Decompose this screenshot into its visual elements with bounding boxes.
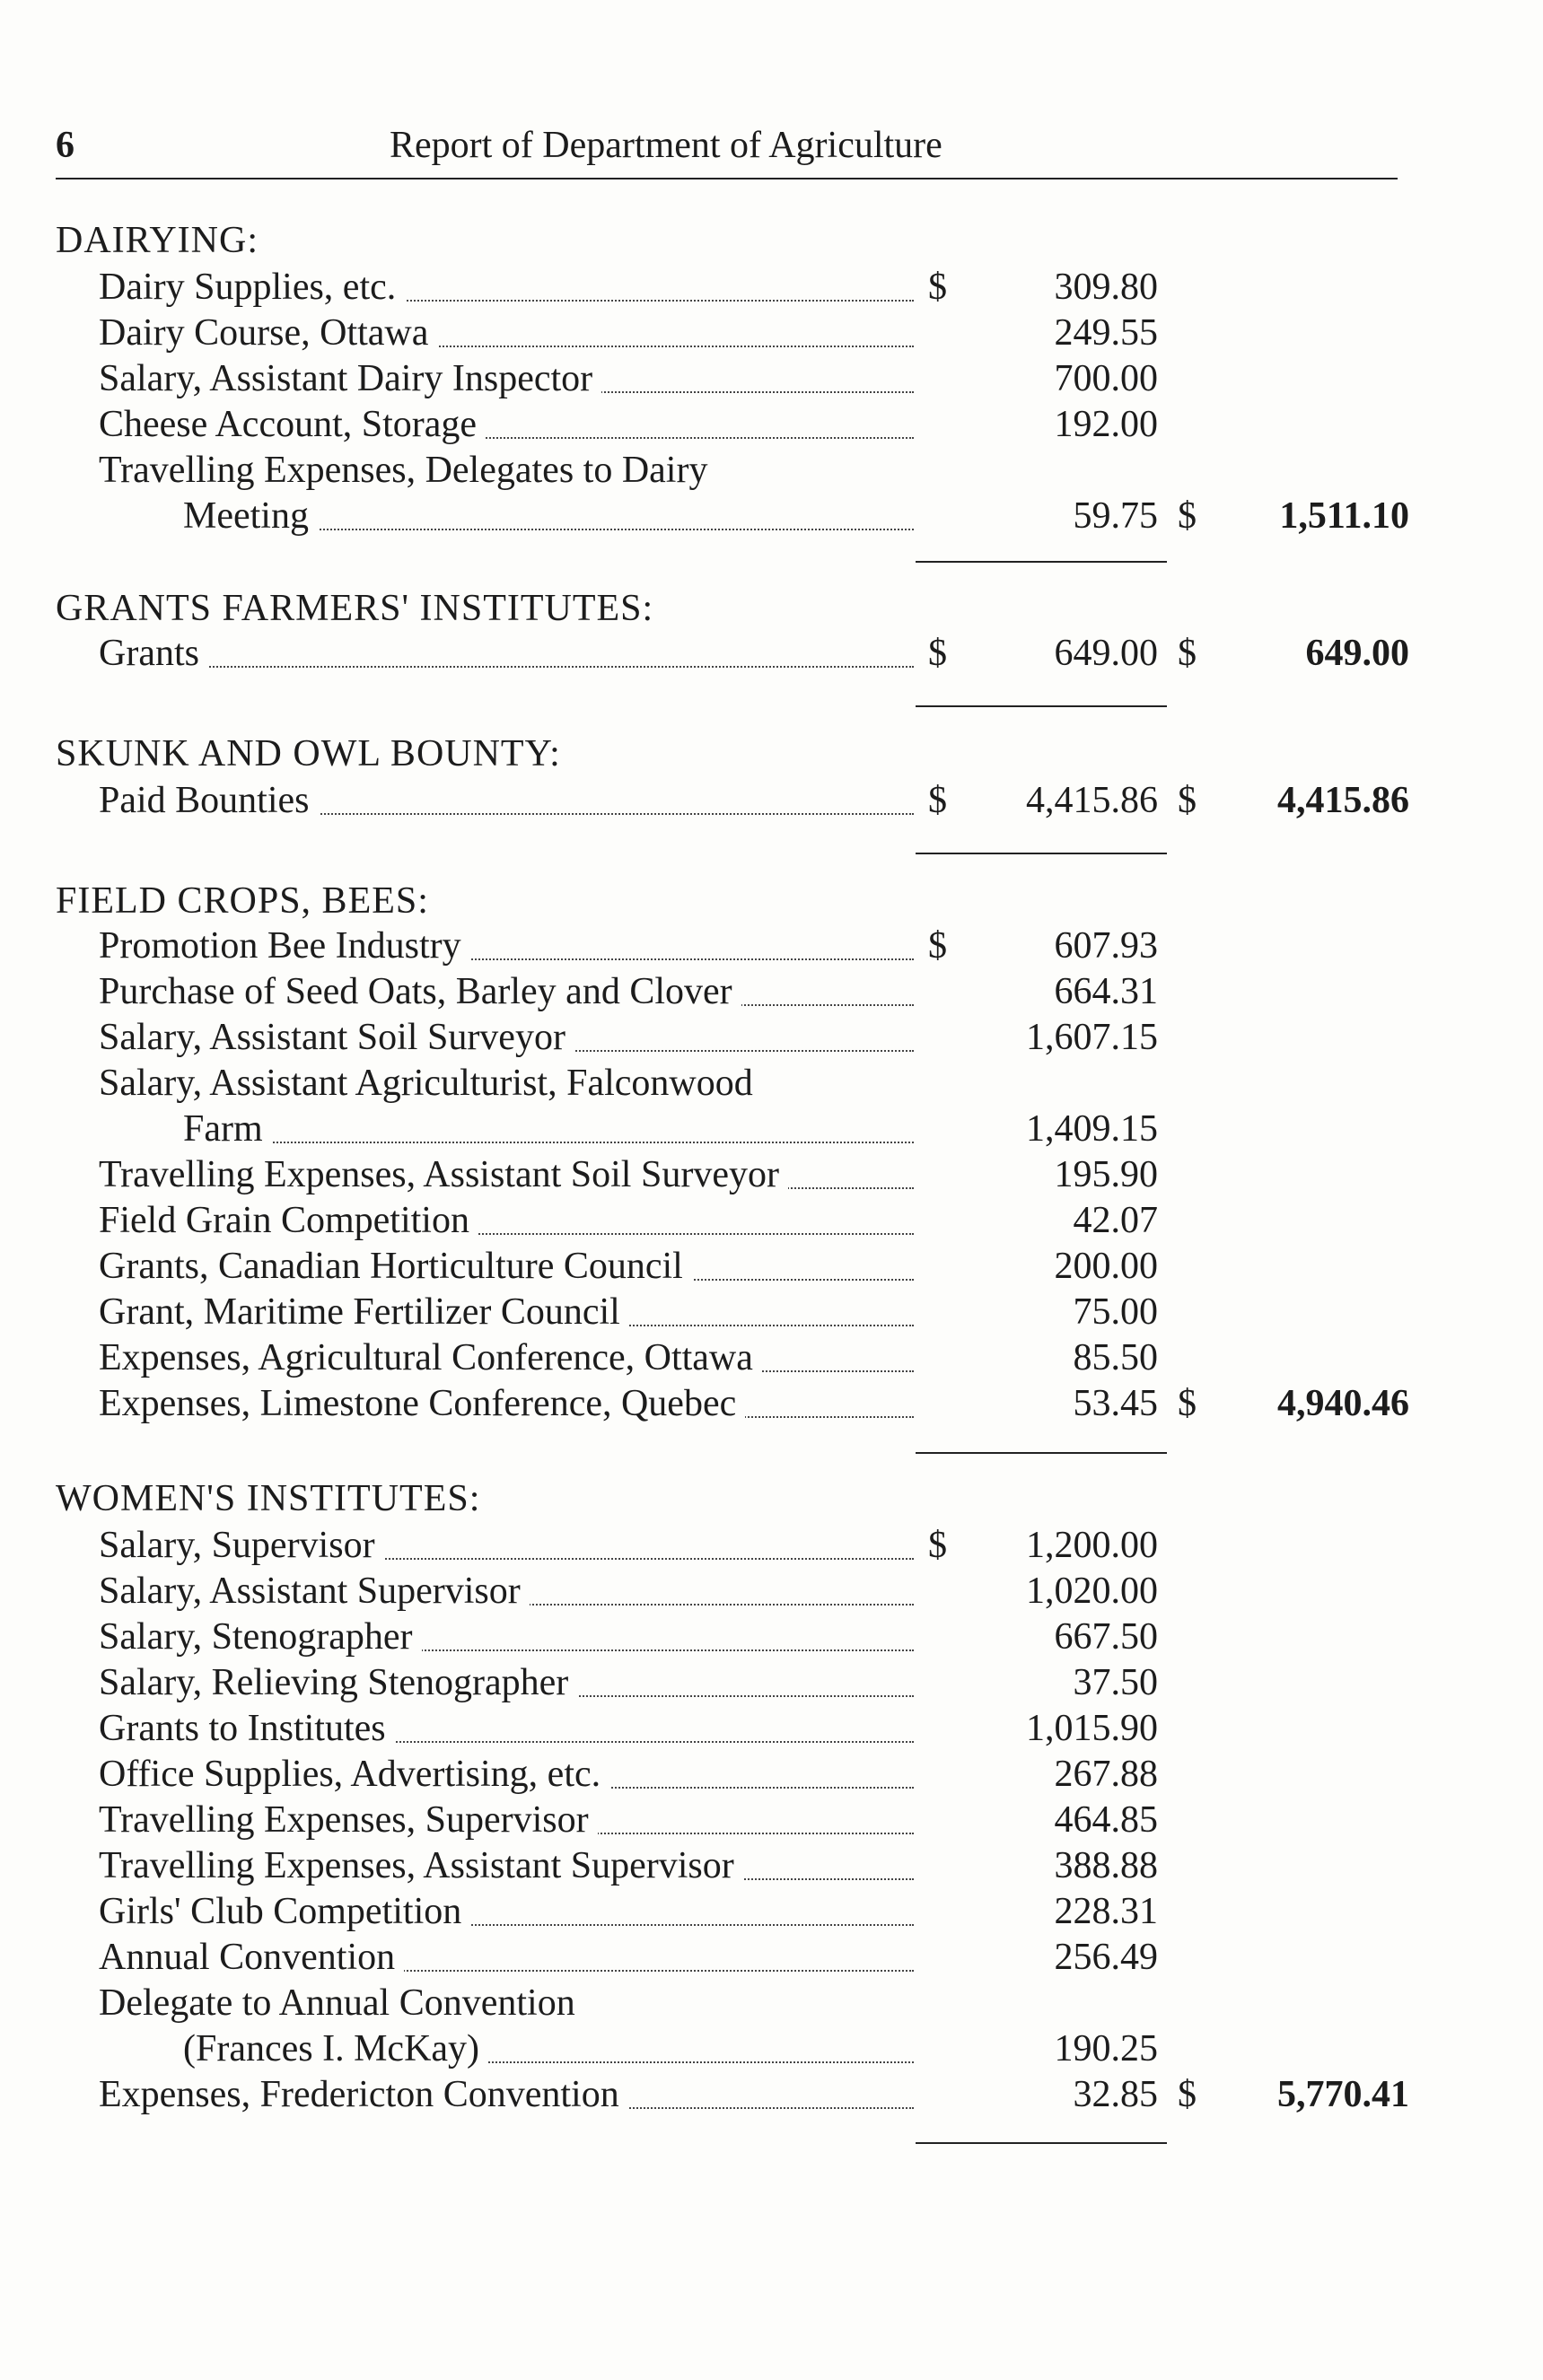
ledger-row [0,970,1543,1017]
row-label-text: Salary, Assistant Dairy Inspector [99,358,601,399]
section-total: 4,415.86 [1277,780,1409,821]
row-label-text: Dairy Supplies, etc. [99,267,405,308]
ledger-row [0,1753,1543,1799]
section-rule [916,1452,1167,1454]
ledger-row [0,1936,1543,1982]
page-header [56,124,1398,179]
row-label [99,1661,907,1704]
row-label [99,1382,907,1425]
total-dollar-sign: $ [1178,780,1197,821]
row-label [99,1890,907,1933]
ledger-row [0,1707,1543,1754]
ledger-row [0,924,1543,971]
row-label-text: Travelling Expenses, Supervisor [99,1799,598,1841]
row-label [99,449,907,492]
section-total: 649.00 [1305,633,1409,674]
section-total: 4,940.46 [1277,1383,1409,1424]
row-label [183,494,991,538]
total-dollar-sign: $ [1178,2074,1197,2115]
section-title: FIELD CROPS, BEES: [56,880,429,922]
row-label-text: Meeting [183,495,318,537]
page-title: Report of Department of Agriculture [390,125,942,166]
row-label [183,2027,991,2070]
section-title: DAIRYING: [56,220,259,261]
row-amount: 85.50 [1073,1337,1158,1378]
ledger-row [0,1615,1543,1662]
row-amount: 249.55 [1054,312,1158,354]
row-amount: 256.49 [1054,1937,1158,1978]
row-amount: 195.90 [1054,1154,1158,1195]
row-label-text: Girls' Club Competition [99,1891,470,1932]
row-amount: 228.31 [1054,1891,1158,1932]
row-label [99,1336,907,1379]
row-label [99,1062,907,1105]
row-label [99,2073,907,2116]
page-number: 6 [56,125,75,166]
row-label [99,1016,907,1059]
row-amount: 309.80 [1054,267,1158,308]
row-label [99,1982,907,2025]
section-title: WOMEN'S INSTITUTES: [56,1478,481,1519]
ledger-row [0,449,1543,495]
row-amount: 37.50 [1073,1662,1158,1703]
row-label [99,311,907,354]
dotted-leader [201,1142,914,1143]
row-label [99,1153,907,1196]
row-label [99,1570,907,1613]
row-label [99,1245,907,1288]
ledger-row [0,1890,1543,1937]
row-label-text: Annual Convention [99,1937,404,1978]
row-label [99,970,907,1013]
dollar-sign: $ [928,633,947,674]
ledger-row [0,1524,1543,1571]
ledger-row [0,1016,1543,1063]
ledger-row [0,1661,1543,1708]
ledger-row [0,1291,1543,1337]
section-title: GRANTS FARMERS' INSTITUTES: [56,588,654,629]
row-amount: 267.88 [1054,1754,1158,1795]
row-label-text: Dairy Course, Ottawa [99,312,437,354]
row-label [99,403,907,446]
dotted-leader [117,666,914,668]
row-label [99,924,907,967]
section-rule [916,705,1167,707]
section-rule [916,853,1167,854]
ledger-row [0,2027,1543,2074]
row-label-text: (Frances I. McKay) [183,2028,488,2069]
ledger-row [0,1382,1543,1429]
row-amount: 607.93 [1054,925,1158,967]
section-total: 5,770.41 [1277,2074,1409,2115]
row-amount: 464.85 [1054,1799,1158,1841]
row-label [99,357,907,400]
row-label-text: Office Supplies, Advertising, etc. [99,1754,609,1795]
row-label [99,1798,907,1842]
ledger-row [0,2073,1543,2120]
section-rule [916,2142,1167,2144]
row-label [99,1936,907,1979]
ledger-row [0,357,1543,404]
ledger-row [0,311,1543,358]
row-label [99,1844,907,1887]
row-label [99,1753,907,1796]
row-amount: 192.00 [1054,404,1158,445]
row-label [99,1524,907,1567]
row-label-text: Grants [99,633,208,674]
row-label-text: Salary, Stenographer [99,1616,422,1658]
ledger-row [0,1570,1543,1616]
row-amount: 190.25 [1054,2028,1158,2069]
row-label [99,632,907,675]
row-label [99,266,907,309]
row-amount: 32.85 [1073,2074,1158,2115]
row-label-text: Salary, Relieving Stenographer [99,1662,577,1703]
row-label-text: Grants, Canadian Horticulture Council [99,1246,692,1287]
ledger-row [0,1062,1543,1108]
row-amount: 200.00 [1054,1246,1158,1287]
row-amount: 59.75 [1073,495,1158,537]
row-label-text: Cheese Account, Storage [99,404,486,445]
section-total: 1,511.10 [1279,495,1409,537]
row-amount: 1,200.00 [1026,1525,1158,1566]
row-amount: 1,015.90 [1026,1708,1158,1749]
dollar-sign: $ [928,1525,947,1566]
ledger-row [0,403,1543,450]
ledger-row [0,1798,1543,1845]
row-label-text: Salary, Assistant Agriculturist, Falconwood [99,1063,762,1104]
section-rule [916,561,1167,563]
row-label-text: Field Grain Competition [99,1200,478,1241]
row-amount: 75.00 [1073,1291,1158,1333]
ledger-row [0,1844,1543,1891]
row-label [99,779,907,822]
row-amount: 1,409.15 [1026,1108,1158,1150]
row-label-text: Purchase of Seed Oats, Barley and Clover [99,971,741,1012]
dollar-sign: $ [928,267,947,308]
row-label [99,1291,907,1334]
row-amount: 4,415.86 [1026,780,1158,821]
row-label-text: Paid Bounties [99,780,319,821]
row-label-text: Expenses, Agricultural Conference, Ottawa [99,1337,762,1378]
row-amount: 42.07 [1073,1200,1158,1241]
row-label-text: Travelling Expenses, Assistant Supervisor [99,1845,743,1886]
total-dollar-sign: $ [1178,633,1197,674]
row-label-text: Promotion Bee Industry [99,925,470,967]
row-label-text: Travelling Expenses, Delegates to Dairy [99,450,716,491]
row-amount: 53.45 [1073,1383,1158,1424]
row-amount: 1,020.00 [1026,1571,1158,1612]
row-label-text: Delegate to Annual Convention [99,1982,584,2024]
dollar-sign: $ [928,925,947,967]
row-label-text: Salary, Supervisor [99,1525,384,1566]
ledger-row [0,494,1543,541]
ledger-row [0,1245,1543,1291]
row-label-text: Expenses, Limestone Conference, Quebec [99,1383,745,1424]
row-label-text: Expenses, Fredericton Convention [99,2074,628,2115]
ledger-row [0,779,1543,826]
ledger-row [0,1107,1543,1154]
ledger-row [0,1982,1543,2028]
row-amount: 649.00 [1054,633,1158,674]
row-label [99,1199,907,1242]
row-label-text: Farm [183,1108,272,1150]
section-title: SKUNK AND OWL BOUNTY: [56,733,561,774]
row-label [99,1615,907,1658]
dollar-sign: $ [928,780,947,821]
row-amount: 1,607.15 [1026,1017,1158,1058]
total-dollar-sign: $ [1178,1383,1197,1424]
ledger-row [0,1336,1543,1383]
row-label-text: Grants to Institutes [99,1708,395,1749]
ledger-row [0,632,1543,678]
ledger-row [0,1153,1543,1200]
row-label [183,1107,991,1151]
row-label-text: Travelling Expenses, Assistant Soil Surveyor [99,1154,788,1195]
row-amount: 388.88 [1054,1845,1158,1886]
ledger-row [0,266,1543,312]
row-amount: 664.31 [1054,971,1158,1012]
row-label-text: Grant, Maritime Fertilizer Council [99,1291,629,1333]
row-label-text: Salary, Assistant Supervisor [99,1571,530,1612]
row-label [99,1707,907,1750]
ledger-row [0,1199,1543,1246]
row-amount: 667.50 [1054,1616,1158,1658]
row-label-text: Salary, Assistant Soil Surveyor [99,1017,574,1058]
row-amount: 700.00 [1054,358,1158,399]
total-dollar-sign: $ [1178,495,1197,537]
